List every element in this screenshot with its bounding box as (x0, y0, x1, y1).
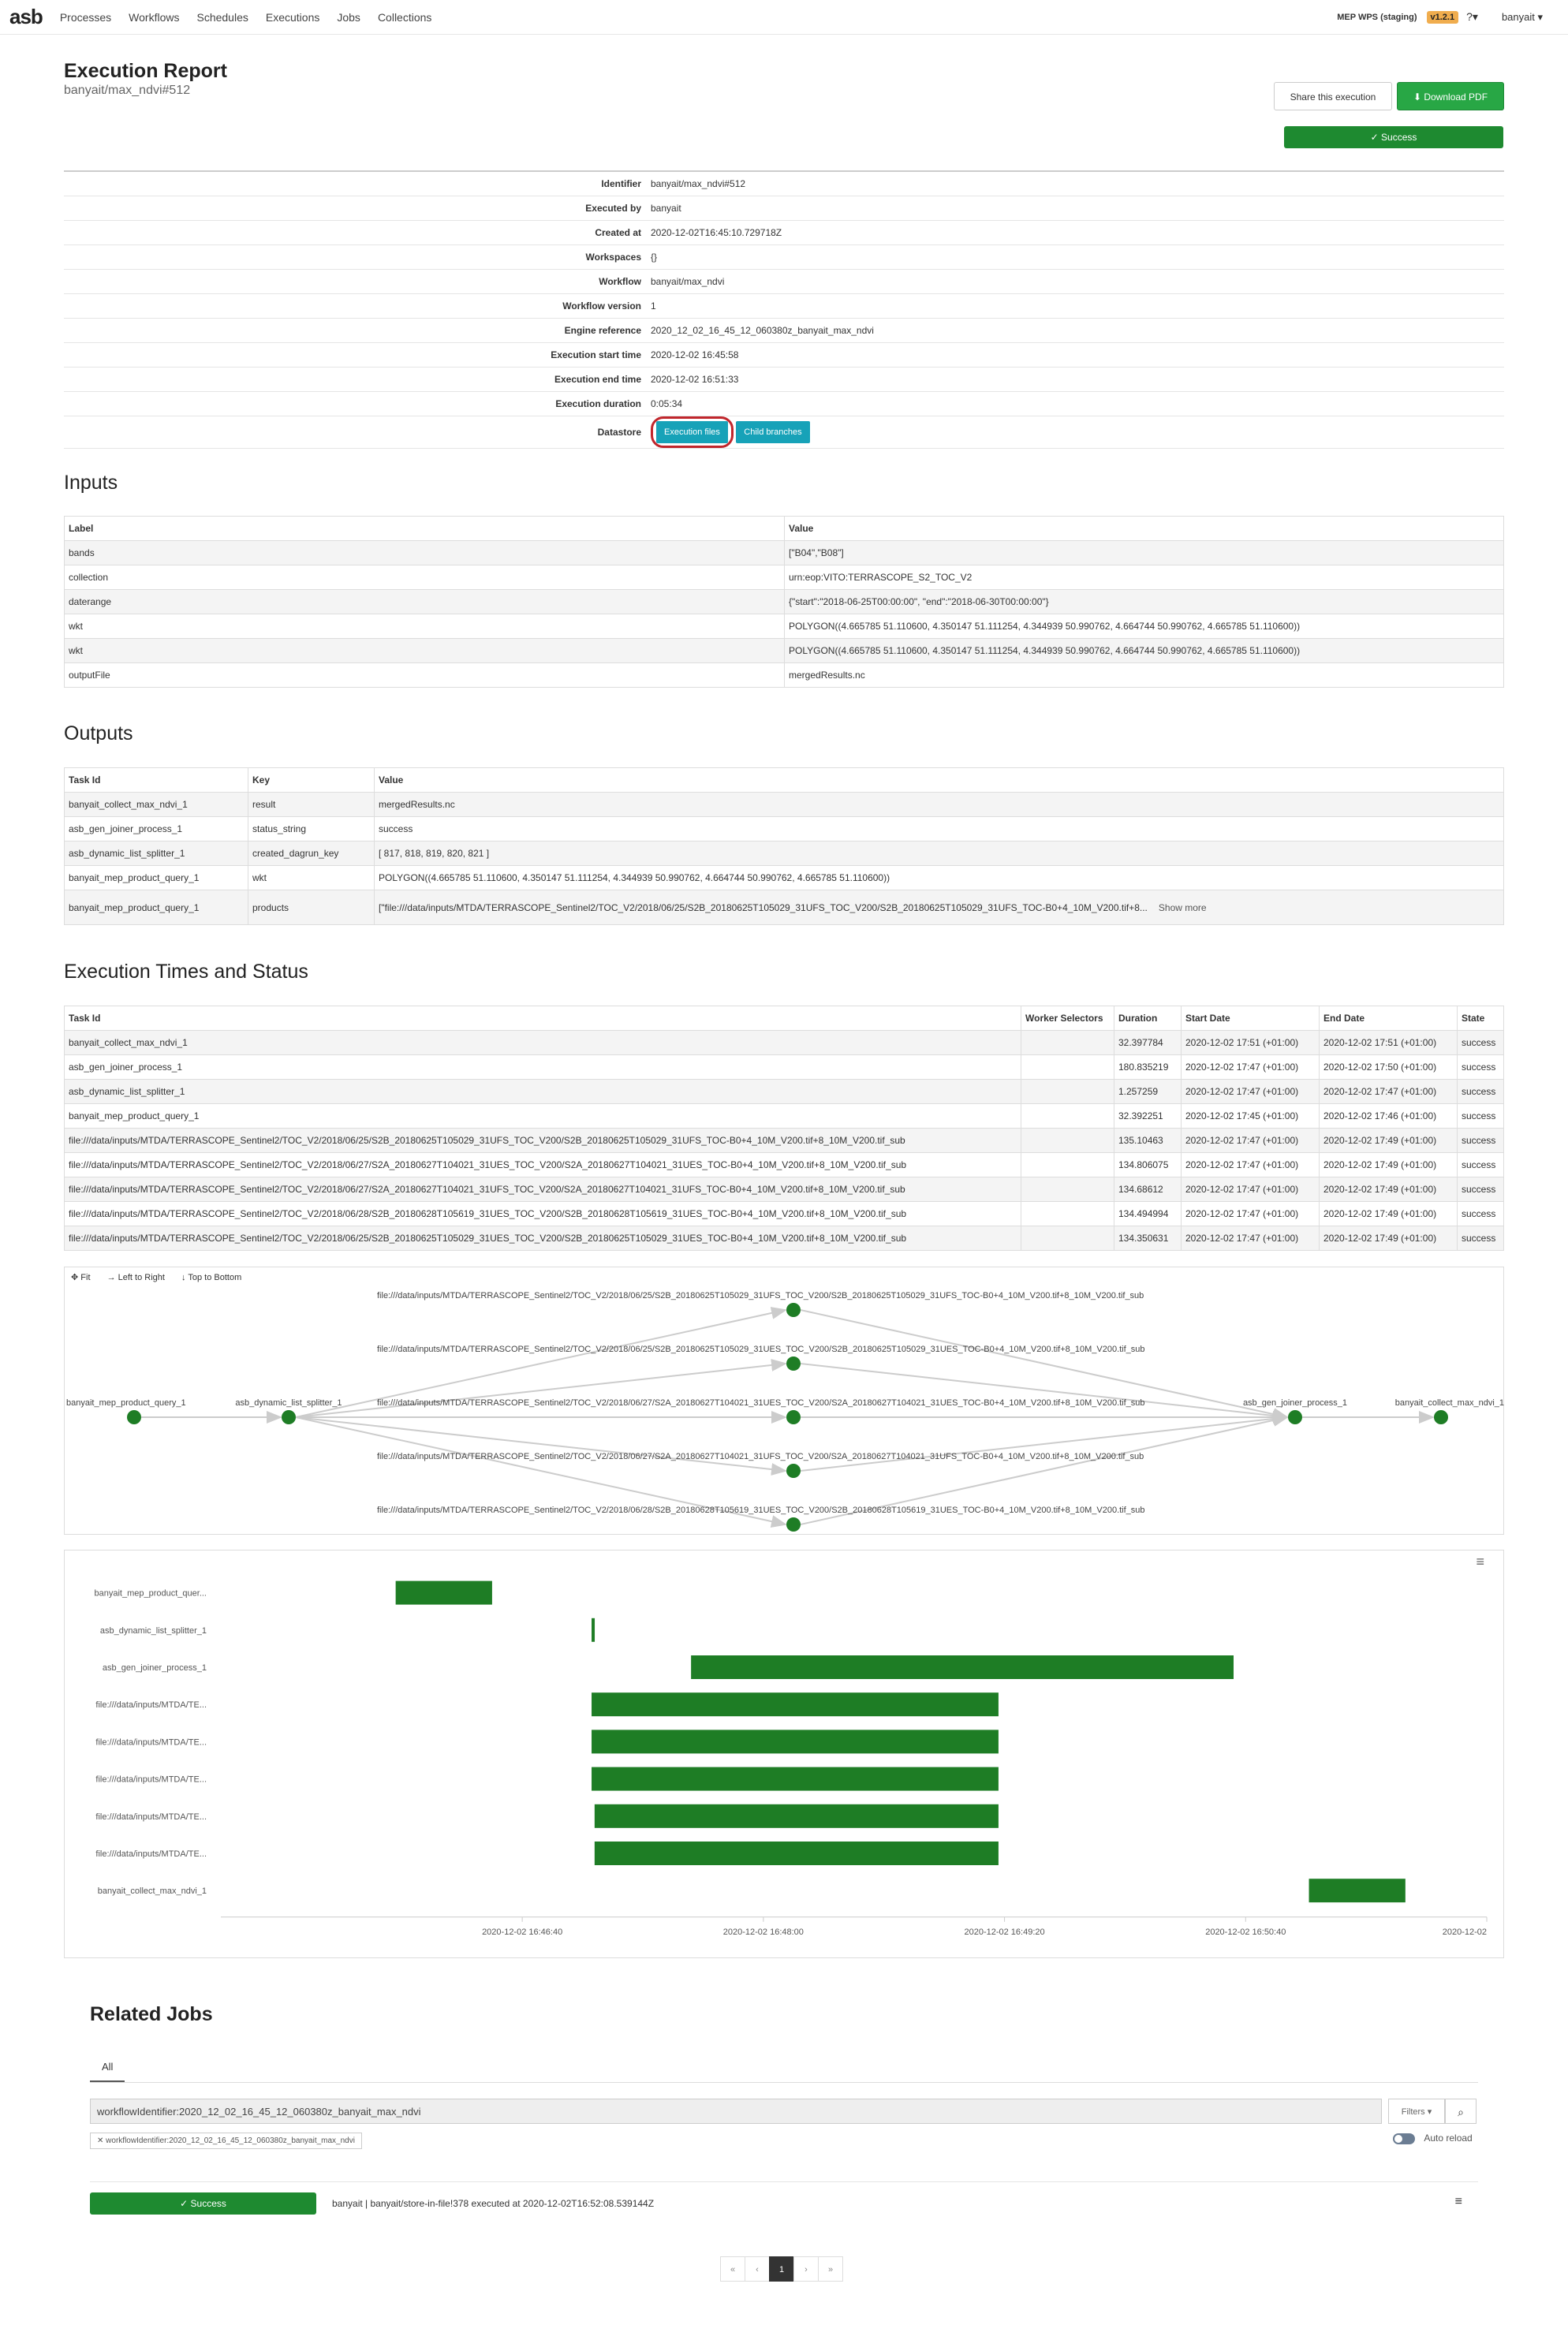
page-next[interactable]: › (793, 2256, 819, 2282)
gantt-tick-label: 2020-12-02 (1442, 1927, 1487, 1937)
gantt-row-label: file:///data/inputs/MTDA/TE... (95, 1812, 207, 1822)
input-row (65, 590, 1504, 614)
detail-row (64, 269, 1504, 293)
time-row-cell (1021, 1104, 1114, 1129)
execution-files-button[interactable] (651, 416, 734, 448)
input-row (65, 639, 1504, 663)
time-row (65, 1226, 1504, 1251)
time-row-cell: banyait_collect_max_ndvi_1 (65, 1031, 1021, 1055)
detail-row (64, 171, 1504, 196)
gantt-row-label: file:///data/inputs/MTDA/TE... (95, 1700, 207, 1711)
detail-key: Workflow (64, 269, 646, 293)
dag-node-label: banyait_mep_product_query_1 (66, 1398, 186, 1408)
auto-reload[interactable] (1393, 2133, 1473, 2144)
move-icon: ✥ (71, 1273, 81, 1282)
top-to-bottom-label: Top to Bottom (188, 1273, 242, 1282)
detail-value: {} (646, 244, 1504, 269)
search-button[interactable] (1445, 2099, 1477, 2124)
time-row-cell: 2020-12-02 17:49 (+01:00) (1320, 1202, 1458, 1226)
dag-node-label: file:///data/inputs/MTDA/TERRASCOPE_Sentinel2/TOC_V2/2018/06/25/S2B_20180625T105029_31UFS_TOC_V200/S2B_20180625T105029_31UFS_TOC-B0+4_10M_V200.tif+8_10M_V200.tif_sub (377, 1291, 1144, 1300)
detail-value: 0:05:34 (646, 391, 1504, 416)
job-row[interactable] (90, 2181, 1478, 2232)
times-header-start: Start Date (1182, 1006, 1320, 1031)
dag-node-label: asb_dynamic_list_splitter_1 (235, 1398, 342, 1408)
output-row-cell: banyait_collect_max_ndvi_1 (65, 793, 248, 817)
gantt-bar[interactable] (691, 1655, 1234, 1679)
dag-node[interactable] (127, 1410, 141, 1424)
gantt-bar[interactable] (592, 1692, 999, 1716)
dag-node-label: file:///data/inputs/MTDA/TERRASCOPE_Sentinel2/TOC_V2/2018/06/28/S2B_20180628T105619_31UES_TOC_V200/S2B_20180628T105619_31UES_TOC-B0+4_10M_V200.tif+8_10M_V200.tif_sub (377, 1506, 1145, 1515)
detail-value: 2020-12-02 16:51:33 (646, 367, 1504, 391)
time-row-cell: success (1458, 1153, 1504, 1177)
related-jobs-heading: Related Jobs (90, 2003, 213, 2025)
output-row (65, 890, 1504, 925)
dag-node[interactable] (786, 1303, 801, 1317)
filter-chip-label: workflowIdentifier:2020_12_02_16_45_12_060380z_banyait_max_ndvi (106, 2136, 355, 2145)
execution-files-label: Execution files (656, 421, 728, 443)
auto-reload-toggle[interactable] (1393, 2133, 1415, 2144)
input-row-cell: POLYGON((4.665785 51.110600, 4.350147 51.111254, 4.344939 50.990762, 4.664744 50.990762, 4.665785 51.110600)) (785, 614, 1504, 639)
time-row-cell: success (1458, 1226, 1504, 1251)
input-row-cell: ["B04","B08"] (785, 541, 1504, 565)
inputs-header-value: Value (785, 517, 1504, 541)
dag-node[interactable] (1288, 1410, 1302, 1424)
dag-edge (801, 1417, 1287, 1471)
download-icon: ⬇ (1413, 91, 1424, 103)
time-row-cell: 2020-12-02 17:51 (+01:00) (1182, 1031, 1320, 1055)
time-row-cell: file:///data/inputs/MTDA/TERRASCOPE_Sentinel2/TOC_V2/2018/06/27/S2A_20180627T104021_31UES_TOC_V200/S2A_20180627T104021_31UES_TOC-B0+4_10M_V200.tif+8_10M_V200.tif_sub (65, 1153, 1021, 1177)
dag-node-label: file:///data/inputs/MTDA/TERRASCOPE_Sentinel2/TOC_V2/2018/06/25/S2B_20180625T105029_31UES_TOC_V200/S2B_20180625T105029_31UES_TOC-B0+4_10M_V200.tif+8_10M_V200.tif_sub (377, 1345, 1145, 1354)
related-tabs (90, 2053, 1478, 2083)
times-header-duration: Duration (1114, 1006, 1182, 1031)
filter-chip[interactable] (90, 2133, 362, 2149)
gantt-bar[interactable] (595, 1842, 999, 1865)
output-row-cell: POLYGON((4.665785 51.110600, 4.350147 51.111254, 4.344939 50.990762, 4.664744 50.990762, 4.665785 51.110600)) (375, 866, 1504, 890)
output-row-cell: asb_gen_joiner_process_1 (65, 817, 248, 841)
nav-executions[interactable]: Executions (265, 10, 320, 24)
input-row-cell: POLYGON((4.665785 51.110600, 4.350147 51.111254, 4.344939 50.990762, 4.664744 50.990762, 4.665785 51.110600)) (785, 639, 1504, 663)
detail-key: Identifier (64, 171, 646, 196)
dag-node-label: asb_gen_joiner_process_1 (1242, 1398, 1348, 1408)
times-header-workers: Worker Selectors (1021, 1006, 1114, 1031)
time-row-cell: 134.806075 (1114, 1153, 1182, 1177)
detail-value: banyait/max_ndvi#512 (646, 171, 1504, 196)
input-row-cell: urn:eop:VITO:TERRASCOPE_S2_TOC_V2 (785, 565, 1504, 590)
time-row-cell (1021, 1080, 1114, 1104)
gantt-bar[interactable] (396, 1581, 492, 1605)
dag-node[interactable] (786, 1464, 801, 1478)
gantt-bar[interactable] (1309, 1879, 1406, 1902)
input-row (65, 541, 1504, 565)
time-row-cell: asb_gen_joiner_process_1 (65, 1055, 1021, 1080)
search-icon: ⌕ (1458, 2106, 1464, 2118)
gantt-chart (64, 1550, 1504, 1958)
output-row-cell: result (248, 793, 375, 817)
times-header-task: Task Id (65, 1006, 1021, 1031)
time-row-cell: file:///data/inputs/MTDA/TERRASCOPE_Sentinel2/TOC_V2/2018/06/25/S2B_20180625T105029_31UES_TOC_V200/S2B_20180625T105029_31UES_TOC-B0+4_10M_V200.tif+8_10M_V200.tif_sub (65, 1226, 1021, 1251)
time-row (65, 1129, 1504, 1153)
time-row-cell: 2020-12-02 17:47 (+01:00) (1182, 1177, 1320, 1202)
time-row-cell: success (1458, 1177, 1504, 1202)
time-row-cell: success (1458, 1104, 1504, 1129)
page-last[interactable]: » (818, 2256, 843, 2282)
gantt-row-label: file:///data/inputs/MTDA/TE... (95, 1774, 207, 1785)
detail-key: Workspaces (64, 244, 646, 269)
time-row-cell: success (1458, 1080, 1504, 1104)
dag-edge (296, 1417, 786, 1471)
output-row (65, 793, 1504, 817)
dag-graph[interactable] (64, 1267, 1504, 1535)
output-row-cell: asb_dynamic_list_splitter_1 (65, 841, 248, 866)
input-row-cell: wkt (65, 614, 785, 639)
time-row-cell: 2020-12-02 17:49 (+01:00) (1320, 1129, 1458, 1153)
gantt-bar[interactable] (595, 1804, 999, 1828)
time-row-cell: 2020-12-02 17:50 (+01:00) (1320, 1055, 1458, 1080)
input-row (65, 663, 1504, 688)
outputs-header-value: Value (375, 768, 1504, 793)
products-value: ["file:///data/inputs/MTDA/TERRASCOPE_Sentinel2/TOC_V2/2018/06/25/S2B_20180625T105029_31UFS_TOC_V200/S2B_20180625T105029_31UFS_TOC-B0+4_10M_V200.tif+8... (379, 901, 1148, 913)
time-row (65, 1202, 1504, 1226)
time-row (65, 1080, 1504, 1104)
child-branches-button[interactable]: Child branches (736, 421, 809, 443)
output-row-cell: status_string (248, 817, 375, 841)
detail-row (64, 293, 1504, 318)
job-status-badge (90, 2192, 316, 2215)
detail-value: 2020-12-02T16:45:10.729718Z (646, 220, 1504, 244)
output-row-cell: wkt (248, 866, 375, 890)
time-row-cell: success (1458, 1202, 1504, 1226)
page-1[interactable]: 1 (769, 2256, 794, 2282)
datastore-key: Datastore (64, 416, 646, 448)
time-row-cell: 134.68612 (1114, 1177, 1182, 1202)
detail-row (64, 244, 1504, 269)
time-row-cell: 2020-12-02 17:51 (+01:00) (1320, 1031, 1458, 1055)
dag-node-label: file:///data/inputs/MTDA/TERRASCOPE_Sentinel2/TOC_V2/2018/06/27/S2A_20180627T104021_31UES_TOC_V200/S2A_20180627T104021_31UES_TOC-B0+4_10M_V200.tif+8_10M_V200.tif_sub (377, 1398, 1145, 1408)
output-row-cell: mergedResults.nc (375, 793, 1504, 817)
time-row-cell: 2020-12-02 17:49 (+01:00) (1320, 1153, 1458, 1177)
gantt-tick-label: 2020-12-02 16:48:00 (722, 1927, 804, 1937)
output-row (65, 841, 1504, 866)
navbar (0, 0, 1568, 35)
output-row (65, 817, 1504, 841)
arrow-down-icon: ↓ (181, 1273, 189, 1282)
time-row-cell: 2020-12-02 17:49 (+01:00) (1320, 1177, 1458, 1202)
download-pdf-label: Download PDF (1424, 91, 1488, 103)
time-row-cell: banyait_mep_product_query_1 (65, 1104, 1021, 1129)
time-row-cell (1021, 1202, 1114, 1226)
time-row-cell: 135.10463 (1114, 1129, 1182, 1153)
gantt-bar[interactable] (592, 1767, 999, 1791)
filter-input[interactable]: workflowIdentifier:2020_12_02_16_45_12_060380z_banyait_max_ndvi (90, 2099, 1382, 2124)
execution-times-table (64, 1006, 1504, 1251)
dag-svg (65, 1267, 1505, 1536)
dag-node[interactable] (786, 1517, 801, 1532)
time-row-cell: 2020-12-02 17:47 (+01:00) (1182, 1129, 1320, 1153)
check-icon: ✓ (180, 2198, 191, 2209)
inputs-table (64, 516, 1504, 688)
detail-key: Workflow version (64, 293, 646, 318)
share-execution-button[interactable]: Share this execution (1274, 82, 1392, 110)
time-row-cell: 2020-12-02 17:47 (+01:00) (1182, 1055, 1320, 1080)
gantt-svg (65, 1550, 1505, 1959)
time-row-cell: file:///data/inputs/MTDA/TERRASCOPE_Sentinel2/TOC_V2/2018/06/25/S2B_20180625T105029_31UFS_TOC_V200/S2B_20180625T105029_31UFS_TOC-B0+4_10M_V200.tif+8_10M_V200.tif_sub (65, 1129, 1021, 1153)
output-row (65, 866, 1504, 890)
dag-node[interactable] (282, 1410, 296, 1424)
page-title: Execution Report (64, 60, 227, 82)
time-row (65, 1177, 1504, 1202)
outputs-header-key: Key (248, 768, 375, 793)
detail-value: banyait/max_ndvi (646, 269, 1504, 293)
time-row-cell: 2020-12-02 17:45 (+01:00) (1182, 1104, 1320, 1129)
time-row-cell: 134.494994 (1114, 1202, 1182, 1226)
detail-row (64, 220, 1504, 244)
detail-key: Engine reference (64, 318, 646, 342)
output-row-cell: products (248, 890, 375, 925)
detail-key: Execution start time (64, 342, 646, 367)
dag-node[interactable] (786, 1410, 801, 1424)
output-row-cell: banyait_mep_product_query_1 (65, 890, 248, 925)
time-row-cell: success (1458, 1055, 1504, 1080)
detail-key: Created at (64, 220, 646, 244)
dag-node-label: banyait_collect_max_ndvi_1 (1394, 1398, 1504, 1408)
navbar-right (1337, 10, 1559, 24)
job-status-label: Success (190, 2198, 226, 2209)
tab-all[interactable]: All (90, 2053, 125, 2082)
input-row (65, 614, 1504, 639)
nav-schedules[interactable]: Schedules (196, 10, 248, 24)
show-more-link[interactable]: Show more (1158, 901, 1207, 913)
gantt-bar[interactable] (592, 1618, 595, 1642)
time-row-cell: 2020-12-02 17:47 (+01:00) (1182, 1202, 1320, 1226)
user-menu[interactable]: banyait ▾ (1501, 10, 1543, 23)
job-description[interactable]: banyait | banyait/store-in-file!378 executed at 2020-12-02T16:52:08.539144Z (332, 2198, 655, 2209)
time-row-cell (1021, 1055, 1114, 1080)
times-header-state: State (1458, 1006, 1504, 1031)
time-row-cell: 2020-12-02 17:47 (+01:00) (1182, 1080, 1320, 1104)
output-row-cell (375, 890, 1504, 925)
arrow-right-icon: → (106, 1273, 118, 1282)
dag-node-label: file:///data/inputs/MTDA/TERRASCOPE_Sentinel2/TOC_V2/2018/06/27/S2A_20180627T104021_31UFS_TOC_V200/S2A_20180627T104021_31UFS_TOC-B0+4_10M_V200.tif+8_10M_V200.tif_sub (377, 1452, 1144, 1461)
times-header-end: End Date (1320, 1006, 1458, 1031)
check-icon: ✓ (1370, 132, 1382, 143)
input-row (65, 565, 1504, 590)
gantt-row-label: asb_gen_joiner_process_1 (102, 1663, 207, 1673)
time-row-cell: 2020-12-02 17:47 (+01:00) (1320, 1080, 1458, 1104)
input-row-cell: mergedResults.nc (785, 663, 1504, 688)
time-row-cell (1021, 1129, 1114, 1153)
execution-times-heading: Execution Times and Status (64, 961, 308, 983)
environment-label: MEP WPS (staging) (1337, 12, 1417, 22)
time-row (65, 1055, 1504, 1080)
outputs-table (64, 767, 1504, 925)
detail-row (64, 391, 1504, 416)
brand-logo[interactable]: asb (9, 5, 43, 28)
time-row-cell (1021, 1226, 1114, 1251)
gantt-tick-label: 2020-12-02 16:49:20 (964, 1927, 1045, 1937)
gantt-tick-label: 2020-12-02 16:46:40 (482, 1927, 563, 1937)
time-row-cell: 2020-12-02 17:47 (+01:00) (1182, 1153, 1320, 1177)
output-row-cell: success (375, 817, 1504, 841)
help-icon[interactable]: ?▾ (1466, 10, 1478, 23)
time-row (65, 1031, 1504, 1055)
pagination (721, 2256, 843, 2282)
time-row-cell: 1.257259 (1114, 1080, 1182, 1104)
output-row-cell: [ 817, 818, 819, 820, 821 ] (375, 841, 1504, 866)
detail-value: 2020-12-02 16:45:58 (646, 342, 1504, 367)
nav-jobs[interactable]: Jobs (337, 10, 360, 24)
time-row-cell: success (1458, 1031, 1504, 1055)
output-row-cell: created_dagrun_key (248, 841, 375, 866)
version-badge: v1.2.1 (1427, 11, 1459, 24)
outputs-heading: Outputs (64, 722, 133, 744)
auto-reload-label: Auto reload (1424, 2133, 1473, 2144)
gantt-tick-label: 2020-12-02 16:50:40 (1205, 1927, 1286, 1937)
time-row-cell: 2020-12-02 17:46 (+01:00) (1320, 1104, 1458, 1129)
time-row-cell: 2020-12-02 17:49 (+01:00) (1320, 1226, 1458, 1251)
nav-processes[interactable]: Processes (59, 10, 112, 24)
time-row-cell: asb_dynamic_list_splitter_1 (65, 1080, 1021, 1104)
status-bar (1284, 126, 1503, 148)
page-prev[interactable]: ‹ (745, 2256, 770, 2282)
nav-collections[interactable]: Collections (377, 10, 432, 24)
inputs-header-label: Label (65, 517, 785, 541)
gantt-row-label: file:///data/inputs/MTDA/TE... (95, 1849, 207, 1859)
input-row-cell: {"start":"2018-06-25T00:00:00", "end":"2018-06-30T00:00:00"} (785, 590, 1504, 614)
time-row-cell: 32.392251 (1114, 1104, 1182, 1129)
output-row-cell: banyait_mep_product_query_1 (65, 866, 248, 890)
time-row (65, 1153, 1504, 1177)
detail-key: Execution duration (64, 391, 646, 416)
gantt-row-label: banyait_mep_product_quer... (94, 1588, 207, 1599)
input-row-cell: outputFile (65, 663, 785, 688)
time-row-cell: file:///data/inputs/MTDA/TERRASCOPE_Sentinel2/TOC_V2/2018/06/27/S2A_20180627T104021_31UFS_TOC_V200/S2A_20180627T104021_31UFS_TOC-B0+4_10M_V200.tif+8_10M_V200.tif_sub (65, 1177, 1021, 1202)
detail-key: Execution end time (64, 367, 646, 391)
outputs-header-task: Task Id (65, 768, 248, 793)
filters-dropdown[interactable]: Filters ▾ (1388, 2099, 1445, 2124)
detail-value: banyait (646, 196, 1504, 220)
detail-row (64, 367, 1504, 391)
gantt-row-label: banyait_collect_max_ndvi_1 (97, 1886, 207, 1897)
dag-edge (296, 1364, 786, 1417)
input-row-cell: daterange (65, 590, 785, 614)
inputs-heading: Inputs (64, 472, 118, 494)
detail-value: 2020_12_02_16_45_12_060380z_banyait_max_ndvi (646, 318, 1504, 342)
time-row (65, 1104, 1504, 1129)
job-menu-icon[interactable]: ≡ (1454, 2195, 1462, 2208)
fit-label: Fit (80, 1273, 91, 1282)
time-row-cell: 2020-12-02 17:47 (+01:00) (1182, 1226, 1320, 1251)
time-row-cell (1021, 1177, 1114, 1202)
gantt-bar[interactable] (592, 1730, 999, 1753)
detail-row (64, 342, 1504, 367)
remove-chip-icon[interactable]: ✕ (97, 2136, 106, 2145)
nav-workflows[interactable]: Workflows (129, 10, 180, 24)
time-row-cell (1021, 1153, 1114, 1177)
dag-node[interactable] (786, 1356, 801, 1371)
page-subtitle: banyait/max_ndvi#512 (64, 84, 191, 97)
dag-node[interactable] (1434, 1410, 1448, 1424)
gantt-row-label: file:///data/inputs/MTDA/TE... (95, 1737, 207, 1748)
input-row-cell: collection (65, 565, 785, 590)
gantt-row-label: asb_dynamic_list_splitter_1 (99, 1625, 207, 1636)
time-row-cell: 134.350631 (1114, 1226, 1182, 1251)
download-pdf-button[interactable] (1397, 82, 1504, 110)
page-first[interactable]: « (720, 2256, 745, 2282)
gantt-menu-icon[interactable]: ≡ (1476, 1554, 1484, 1569)
time-row-cell (1021, 1031, 1114, 1055)
datastore-row (64, 416, 1504, 448)
time-row-cell: 32.397784 (1114, 1031, 1182, 1055)
detail-row (64, 318, 1504, 342)
time-row-cell: file:///data/inputs/MTDA/TERRASCOPE_Sentinel2/TOC_V2/2018/06/28/S2B_20180628T105619_31UES_TOC_V200/S2B_20180628T105619_31UES_TOC-B0+4_10M_V200.tif+8_10M_V200.tif_sub (65, 1202, 1021, 1226)
dag-edge (801, 1364, 1287, 1417)
left-to-right-label: Left to Right (118, 1273, 165, 1282)
input-row-cell: wkt (65, 639, 785, 663)
status-label: Success (1381, 132, 1417, 143)
detail-value: 1 (646, 293, 1504, 318)
time-row-cell: 180.835219 (1114, 1055, 1182, 1080)
execution-details-table (64, 170, 1504, 449)
input-row-cell: bands (65, 541, 785, 565)
detail-row (64, 196, 1504, 220)
detail-key: Executed by (64, 196, 646, 220)
time-row-cell: success (1458, 1129, 1504, 1153)
